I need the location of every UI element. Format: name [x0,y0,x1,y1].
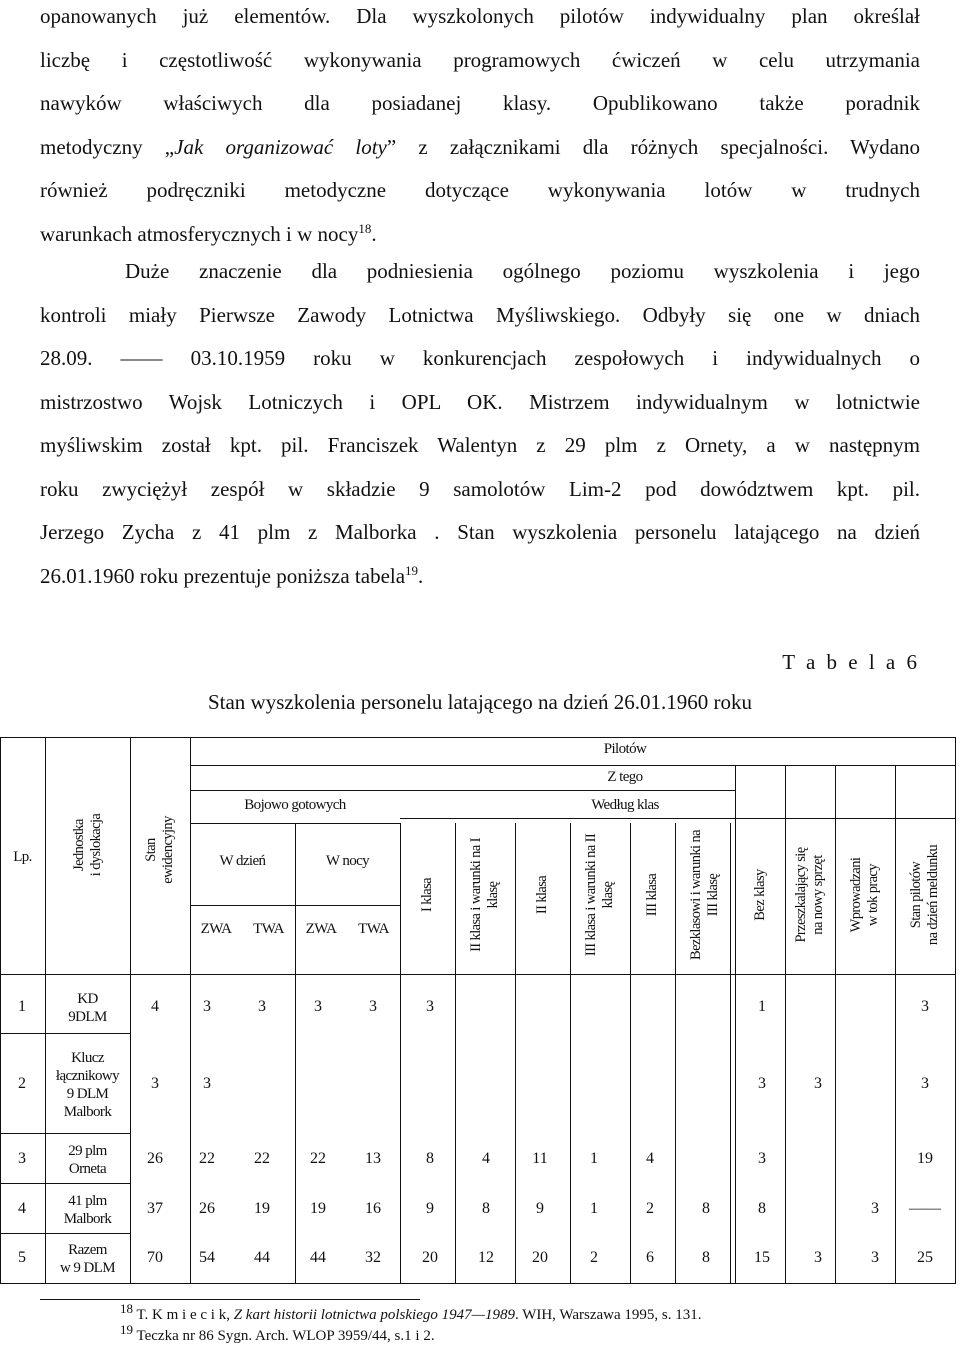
text-line: kontroli miały Pierwsze Zawody Lotnictwa Myśliwskiego. Odbyły się one w dniach [40,302,920,327]
row-unit: KD 9DLM [68,991,107,1025]
row-value: 3 [814,1075,822,1092]
text-line: metodyczny „Jak organizować loty” z załącznikami dla różnych specjalności. Wydano [40,134,920,159]
row-value: 6 [646,1249,654,1266]
row-value: 8 [482,1200,490,1217]
header-class-8: Przeszkalający się na nowy sprzęt [793,847,826,943]
table-rule [675,823,676,1283]
table-rule [895,765,896,1283]
header-class-2: II klasa i warunki na I klasę [468,838,501,952]
footnote-19: $^{19}$ Teczka nr 86 Sygn. Arch. WLOP 3959/44, s.1 i 2. [120,1322,435,1344]
row-value: 3 [921,998,929,1015]
table-rule [570,823,571,1283]
header-class-5: III klasa [644,873,660,917]
italic-title: Jak organizować loty [174,134,387,159]
row-rule [0,1033,130,1034]
table-rule [785,765,786,1283]
table-rule [735,765,736,1283]
row-value: 3 [758,1075,766,1092]
table-rule [835,765,836,1283]
row-value: 8 [702,1249,710,1266]
row-lp: 1 [18,998,26,1015]
row-value: 2 [590,1249,598,1266]
table-rule [190,790,735,791]
row-value: 3 [258,998,266,1015]
header-stan: Stan ewidencyjny [143,816,176,884]
row-unit: 29 plm Orneta [68,1143,107,1177]
text-line: warunkach atmosferycznych i w nocy$^{18}$. [40,220,377,246]
row-unit: Razem w 9 DLM [60,1242,115,1276]
text-line: liczbę i częstotliwość wykonywania programowych ćwiczeń w celu utrzymania [40,47,920,72]
table-rule [0,737,956,738]
table-rule [455,823,456,1283]
text-line: roku zwyciężył zespół w składzie 9 samolotów Lim-2 pod dowództwem kpt. pil. [40,476,920,501]
row-value: 54 [199,1249,215,1266]
header-class-6: Bezklasowi i warunki na III klasę [688,830,721,960]
row-value: 1 [758,998,766,1015]
footnote-ref[interactable]: 19 [405,562,419,578]
text-line: myśliwskim został kpt. pil. Franciszek Walentyn z 29 plm z Ornety, a w następnym [40,433,920,457]
row-value: 70 [147,1249,163,1266]
table-rule [190,905,400,906]
table-rule [130,737,131,1283]
row-value: 4 [482,1150,490,1167]
text-line: Duże znaczenie dla podniesienia ogólnego poziomu wyszkolenia i jego [125,259,920,283]
header-jednostka: Jednostka i dyslokacja [71,813,104,877]
row-value: 13 [365,1150,381,1167]
row-value: 1 [590,1200,598,1217]
row-value: 3 [758,1150,766,1167]
row-value: 19 [917,1150,933,1167]
row-value: 26 [199,1200,215,1217]
row-lp: 2 [18,1075,26,1092]
text-line: nawyków właściwych dla posiadanej klasy. Opublikowano także poradnik [40,91,920,115]
row-value: 20 [422,1249,438,1266]
paragraph-1 [40,0,920,256]
row-value: 37 [147,1200,163,1217]
row-value: 3 [814,1249,822,1266]
row-value: 22 [199,1150,215,1167]
row-value: 44 [254,1249,270,1266]
row-rule [0,1133,130,1134]
header-class-7: Bez klasy [751,869,768,921]
row-lp: 5 [18,1249,26,1266]
row-value: 2 [646,1200,654,1217]
header-lp: Lp. [13,849,32,865]
row-value: 16 [365,1200,381,1217]
row-value: 4 [646,1150,654,1167]
footnote-18: $^{18}$ T. K m i e c i k, Z kart historii lotnictwa polskiego 1947—1989. WIH, Warszawa 1995, s. 131. [120,1301,702,1323]
row-rule [0,1233,130,1234]
row-value: 32 [365,1249,381,1266]
row-value: 15 [754,1249,770,1266]
row-value: 19 [254,1200,270,1217]
header-twa: TWA [253,921,284,937]
table-rule [400,818,955,819]
text-line: również podręczniki metodyczne dotyczące wykonywania lotów w trudnych [40,178,920,202]
table-rule [955,737,956,1283]
row-value: 3 [871,1200,879,1217]
row-value: 12 [478,1249,494,1266]
table-title: Stan wyszkolenia personelu latającego na dzień 26.01.1960 roku [207,690,753,714]
row-value: 1 [590,1150,598,1167]
table-rule [0,1283,956,1284]
row-value: 3 [314,998,322,1015]
table-rule [400,823,401,1283]
row-rule [0,1183,130,1184]
text-line: 26.01.1960 roku prezentuje poniższa tabela$^{19}$. [40,562,424,588]
header-twa: TWA [358,921,389,937]
row-value: 22 [310,1150,326,1167]
paragraph-2 [40,250,920,598]
header-class-10: Stan pilotów na dzień meldunku [908,844,941,946]
text-line: opanowanych już elementów. Dla wyszkolonych pilotów indywidualny plan określał [40,4,920,28]
row-value: 3 [921,1075,929,1092]
text-line: Jerzego Zycha z 41 plm z Malborka . Stan wyszkolenia personelu latającego na dzień [40,520,920,544]
header-class-3: II klasa [534,875,550,915]
header-zwa: ZWA [200,921,232,937]
table-rule [730,823,731,1283]
row-value: 8 [426,1150,434,1167]
row-value: 11 [532,1150,548,1167]
footnote-separator [40,1299,420,1300]
row-value: 8 [758,1200,766,1217]
row-value: 26 [147,1150,163,1167]
row-value: 44 [310,1249,326,1266]
row-value: 3 [426,998,434,1015]
row-value: 4 [151,998,159,1015]
row-unit: Klucz łącznikowy 9 DLM Malbork [55,1050,120,1120]
table-rule [0,974,956,975]
row-value: —— [909,1200,941,1217]
header-wedlug-klas: Według klas [591,797,659,813]
row-value: 3 [369,998,377,1015]
header-z-tego: Z tego [607,769,643,785]
text-line: 28.09. —— 03.10.1959 roku w konkurencjach zespołowych i indywidualnych o [40,346,920,370]
row-value: 9 [426,1200,434,1217]
text-line: mistrzostwo Wojsk Lotniczych i OPL OK. Mistrzem indywidualnym w lotnictwie [40,389,920,414]
row-value: 3 [203,998,211,1015]
row-value: 3 [871,1249,879,1266]
table-rule [295,823,296,1283]
header-class-4: III klasa i warunki na II klasę [583,833,616,957]
row-lp: 4 [18,1200,26,1217]
row-value: 19 [310,1200,326,1217]
row-value: 3 [203,1075,211,1092]
header-class-1: I klasa [419,877,435,913]
row-unit: 41 plm Malbork [63,1193,112,1227]
row-lp: 3 [18,1150,26,1167]
header-zwa: ZWA [305,921,337,937]
header-w-nocy: W nocy [325,853,370,869]
row-value: 9 [536,1200,544,1217]
row-value: 22 [254,1150,270,1167]
header-w-dzien: W dzień [219,853,266,869]
row-value: 20 [532,1249,548,1266]
footnote-ref[interactable]: 18 [358,220,372,236]
row-value: 8 [702,1200,710,1217]
header-class-9: Wprowadzani w tok pracy [848,857,881,933]
header-pilotow: Pilotów [603,741,647,757]
table-rule [515,823,516,1283]
table-rule [190,765,955,766]
header-bojowo: Bojowo gotowych [244,797,346,813]
row-value: 25 [917,1249,933,1266]
row-value: 3 [151,1075,159,1092]
table-label: T a b e l a 6 [782,650,920,674]
